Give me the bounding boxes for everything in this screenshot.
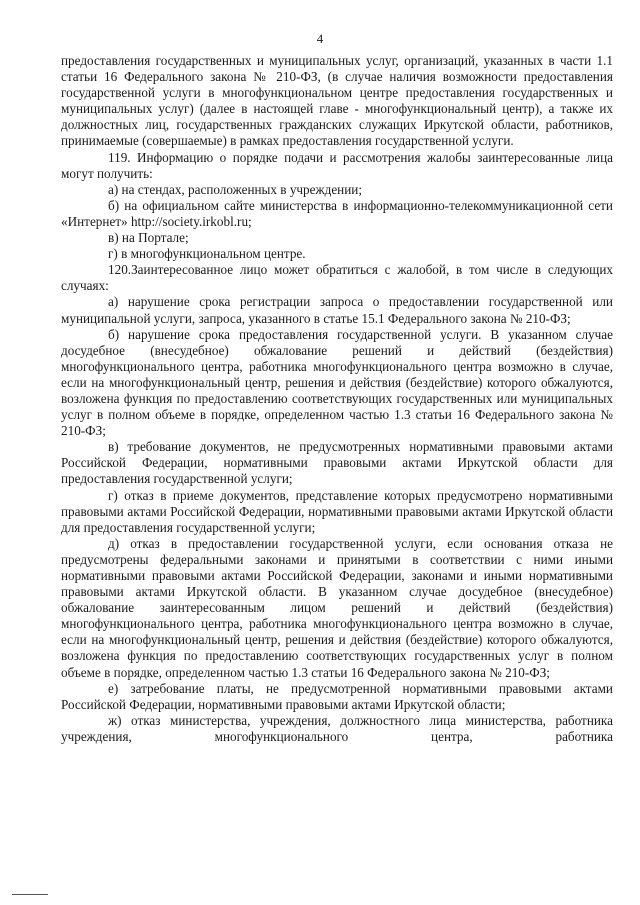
paragraph-119: 119. Информацию о порядке подачи и рассмотрения жалобы заинтересованные лица могут получить: bbox=[61, 149, 613, 181]
case-d: д) отказ в предоставлении государственной услуги, если основания отказа не предусмотрены федеральными законами и принятыми в соответствии с ними иными нормативными правовыми актами Российской Федерации, законами и иными нормативными правовыми актами Иркутской области. В указанном случае досудебное (внесудебное) обжалование заинтересованным лицом решений и действий (бездействия) многофункционального центра, работника многофункционального центра возможно в случае, если на многофункциональный центр, решения и действия (бездействие) которого обжалуются, возложена функция по предоставлению соответствующих государственных услуг в полном объеме в порядке, определенном частью 1.3 статьи 16 Федерального закона № 210-ФЗ; bbox=[61, 535, 613, 680]
case-b: б) нарушение срока предоставления государственной услуги. В указанном случае досудебное (внесудебное) обжалование решений и действий (бездействия) многофункционального центра, работника многофункционального центра возможно в случае, если на многофункциональный центр, решения и действия (бездействие) которого обжалуются, возложена функция по предоставлению соответствующих государственных или муниципальных услуг в полном объеме в порядке, определенном частью 1.3 статьи 16 Федерального закона № 210-ФЗ; bbox=[61, 326, 613, 439]
list-item-a-stands: а) на стендах, расположенных в учреждении; bbox=[108, 181, 363, 197]
case-v: в) требование документов, не предусмотренных нормативными правовыми актами Российской Федерации, нормативными правовыми актами Иркутской области для предоставления государственной услуги; bbox=[61, 439, 613, 487]
case-zh: ж) отказ министерства, учреждения, должностного лица министерства, работника учреждения, многофункционального центра, работника bbox=[61, 712, 613, 744]
list-item-g-mfc: г) в многофункциональном центре. bbox=[108, 246, 306, 262]
footnote-rule bbox=[12, 894, 48, 895]
list-item-v-portal: в) на Портале; bbox=[108, 230, 189, 246]
paragraph-120: 120.Заинтересованное лицо может обратиться с жалобой, в том числе в следующих случаях: bbox=[61, 262, 613, 294]
page-number: 4 bbox=[316, 31, 324, 46]
case-a: а) нарушение срока регистрации запроса о предоставлении государственной или муниципальной услуги, запроса, указанного в статье 15.1 Федерального закона № 210-ФЗ; bbox=[61, 294, 613, 326]
case-e: е) затребование платы, не предусмотренной нормативными правовыми актами Российской Федерации, нормативными правовыми актами Иркутской области; bbox=[61, 680, 613, 712]
paragraph-continuation: предоставления государственных и муниципальных услуг, организаций, указанных в части 1.1 статьи 16 Федерального закона № 210-ФЗ, (в случае наличия возможности предоставления государственной услуги в многофункциональном центре предоставления государственных и муниципальных услуг) (далее в настоящей главе - многофункциональный центр), а также их должностных лиц, государственных гражданских служащих Иркутской области, работников, принимаемые (совершаемые) в рамках предоставления государственной услуги. bbox=[61, 53, 613, 149]
case-g: г) отказ в приеме документов, представление которых предусмотрено нормативными правовыми актами Российской Федерации, нормативными правовыми актами Иркутской области для предоставления государственной услуги; bbox=[61, 487, 613, 535]
list-item-b-website: б) на официальном сайте министерства в информационно-телекоммуникационной сети «Интернет» http://society.irkobl.ru; bbox=[61, 197, 613, 229]
document-body bbox=[61, 53, 613, 745]
